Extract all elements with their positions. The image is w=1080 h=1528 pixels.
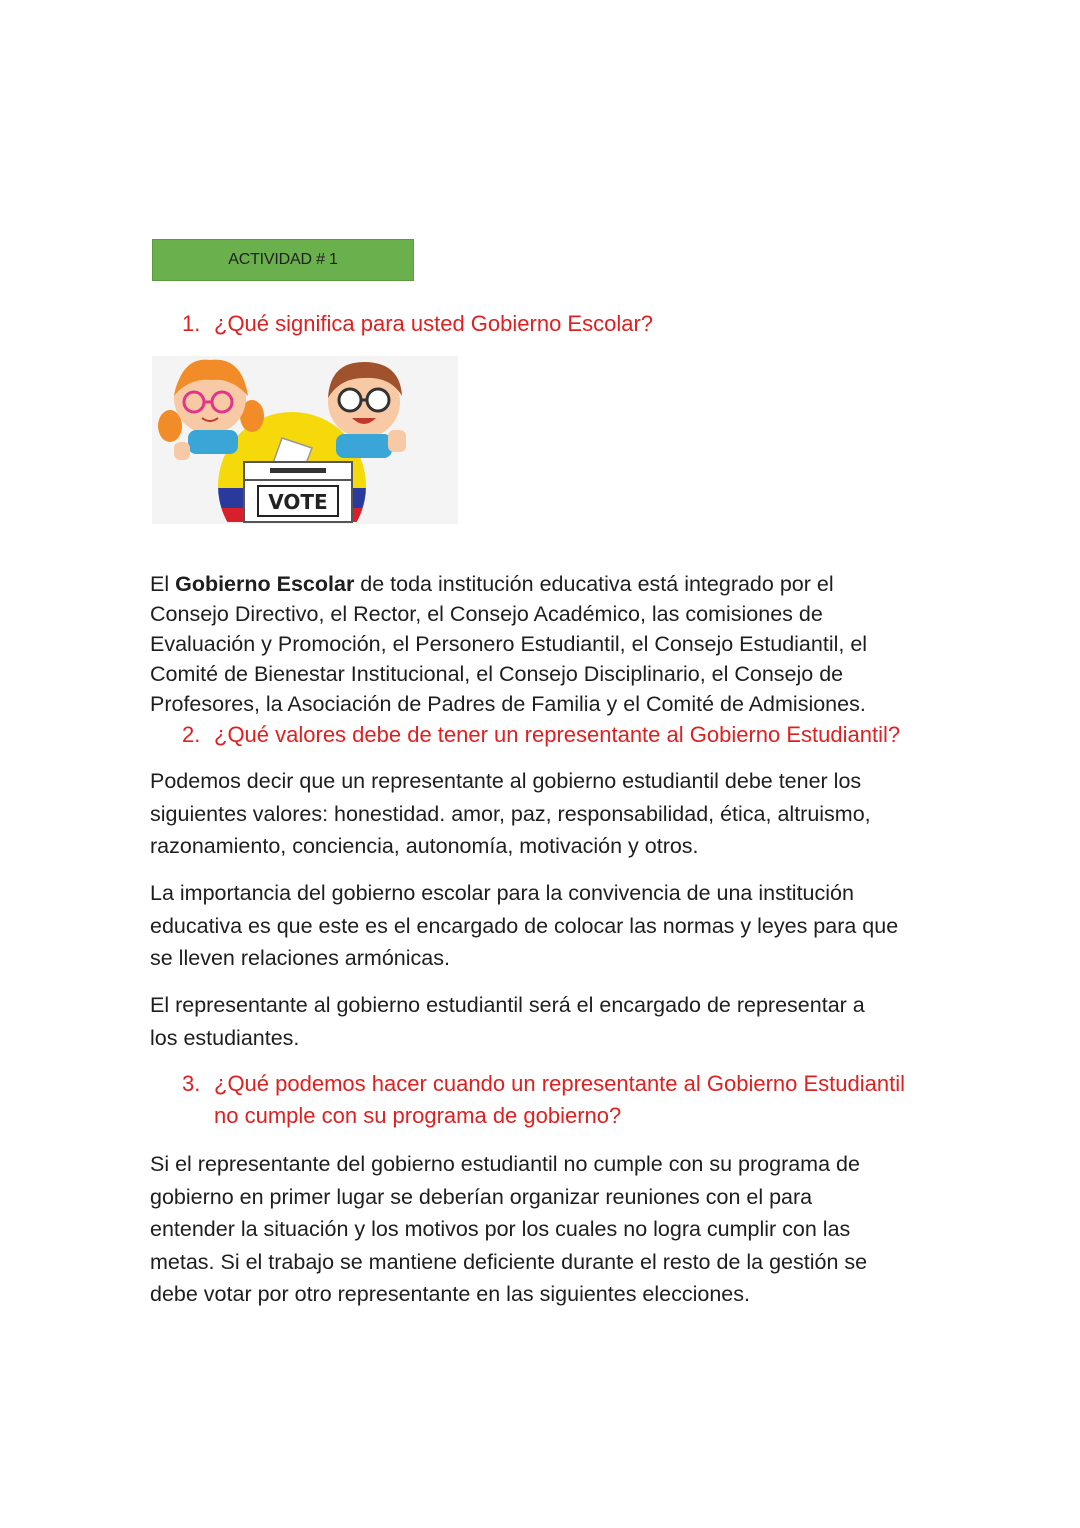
paragraph-2-line: siguientes valores: honestidad. amor, paz, responsabilidad, ética, altruismo, xyxy=(150,801,871,826)
paragraph-1-lead: El xyxy=(150,572,176,596)
paragraph-5-line: entender la situación y los motivos por los cuales no logra cumplir con las xyxy=(150,1217,851,1241)
paragraph-4-line: los estudiantes. xyxy=(150,1025,300,1050)
question-1-text: ¿Qué significa para usted Gobierno Escolar? xyxy=(214,311,654,336)
paragraph-1-line: Consejo Directivo, el Rector, el Consejo Académico, las comisiones de xyxy=(150,602,823,626)
question-2-text: ¿Qué valores debe de tener un representante al Gobierno Estudiantil? xyxy=(214,722,901,747)
paragraph-1-line: Profesores, la Asociación de Padres de Familia y el Comité de Admisiones. xyxy=(150,692,866,716)
paragraph-5-line: metas. Si el trabajo se mantiene deficiente durante el resto de la gestión se xyxy=(150,1249,868,1274)
question-3-text: ¿Qué podemos hacer cuando un representante al Gobierno Estudiantil xyxy=(214,1071,905,1096)
question-2-number: 2. xyxy=(182,722,201,747)
paragraph-3-line: La importancia del gobierno escolar para la convivencia de una institución xyxy=(150,881,854,905)
activity-banner xyxy=(152,239,414,281)
paragraph-1-line: Evaluación y Promoción, el Personero Estudiantil, el Consejo Estudiantil, el xyxy=(150,632,868,656)
paragraph-1-bold: Gobierno Escolar xyxy=(175,572,355,596)
paragraph-1-line xyxy=(150,569,940,599)
paragraph-3-line: educativa es que este es el encargado de colocar las normas y leyes para que xyxy=(150,913,899,938)
question-3-number: 3. xyxy=(182,1071,201,1096)
vote-illustration xyxy=(152,356,458,524)
question-3-text: no cumple con su programa de gobierno? xyxy=(214,1103,622,1128)
paragraph-1 xyxy=(150,569,940,719)
question-1-number: 1. xyxy=(182,311,201,336)
paragraph-3-line: se lleven relaciones armónicas. xyxy=(150,946,450,970)
paragraph-5-line: Si el representante del gobierno estudiantil no cumple con su programa de xyxy=(150,1152,860,1176)
paragraph-2 xyxy=(150,765,940,863)
paragraph-2-line: razonamiento, conciencia, autonomía, motivación y otros. xyxy=(150,834,699,858)
activity-banner-label: ACTIVIDAD # 1 xyxy=(228,251,338,268)
paragraph-5 xyxy=(150,1148,940,1311)
paragraph-4 xyxy=(150,989,940,1054)
paragraph-2-line: Podemos decir que un representante al gobierno estudiantil debe tener los xyxy=(150,769,862,793)
paragraph-1-line: Comité de Bienestar Institucional, el Consejo Disciplinario, el Consejo de xyxy=(150,662,844,686)
paragraph-1-rest: de toda institución educativa está integrado por el xyxy=(354,572,834,596)
paragraph-4-line: El representante al gobierno estudiantil será el encargado de representar a xyxy=(150,993,865,1017)
boy-character xyxy=(328,362,406,458)
paragraph-3 xyxy=(150,877,940,975)
paragraph-5-line: gobierno en primer lugar se deberían organizar reuniones con el para xyxy=(150,1184,813,1209)
paragraph-5-line: debe votar por otro representante en las siguientes elecciones. xyxy=(150,1282,750,1306)
vote-label: VOTE xyxy=(268,490,328,514)
